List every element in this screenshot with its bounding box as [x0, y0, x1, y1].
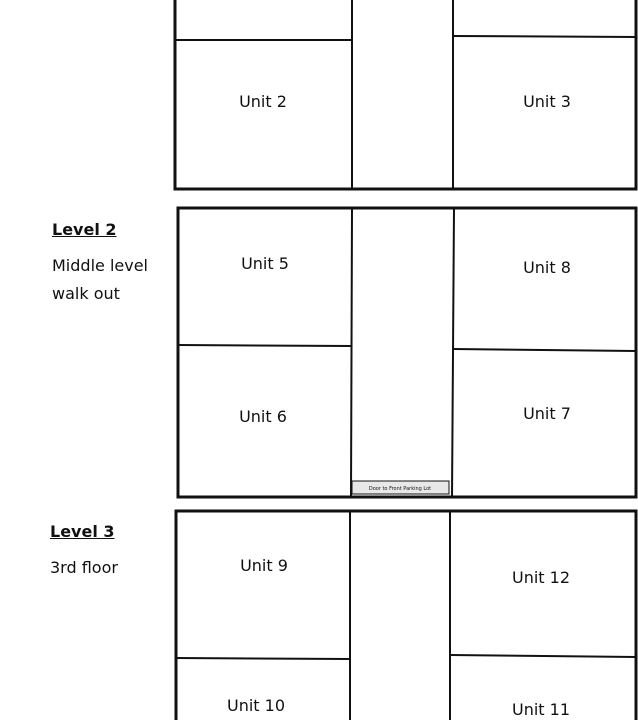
level-2-corridor-left-wall — [351, 208, 352, 497]
unit-2-label: Unit 2 — [239, 92, 287, 111]
unit-11-label: Unit 11 — [511, 700, 571, 719]
unit-5-label: Unit 5 — [241, 254, 289, 273]
door-front-parking — [352, 481, 449, 494]
unit-3-label: Unit 3 — [523, 92, 571, 111]
level-2-description-line-1: Middle level — [52, 256, 148, 275]
level-3-right-divider — [450, 655, 636, 657]
unit-8-label: Unit 8 — [523, 258, 571, 277]
door-label: Door to Front Parking Lot — [368, 486, 432, 492]
level-3-left-divider — [176, 658, 350, 659]
level-3-title: Level 3 — [50, 522, 115, 541]
level-3-plan — [176, 511, 636, 720]
level-1-right-divider — [453, 36, 636, 37]
level-2-plan — [178, 208, 636, 497]
level-2-right-divider — [453, 349, 636, 351]
unit-12-label: Unit 12 — [511, 568, 571, 587]
unit-6-label: Unit 6 — [239, 407, 287, 426]
unit-10-label: Unit 10 — [226, 696, 286, 715]
level-2-left-divider — [178, 345, 351, 346]
unit-9-label: Unit 9 — [240, 556, 288, 575]
level-3-outline — [176, 511, 636, 720]
unit-7-label: Unit 7 — [523, 404, 571, 423]
level-2-title: Level 2 — [52, 220, 117, 239]
level-3-description-line-1: 3rd floor — [50, 558, 118, 577]
level-2-corridor-right-wall — [452, 208, 454, 497]
level-2-outline — [178, 208, 636, 497]
level-2-description-line-2: walk out — [52, 284, 120, 303]
